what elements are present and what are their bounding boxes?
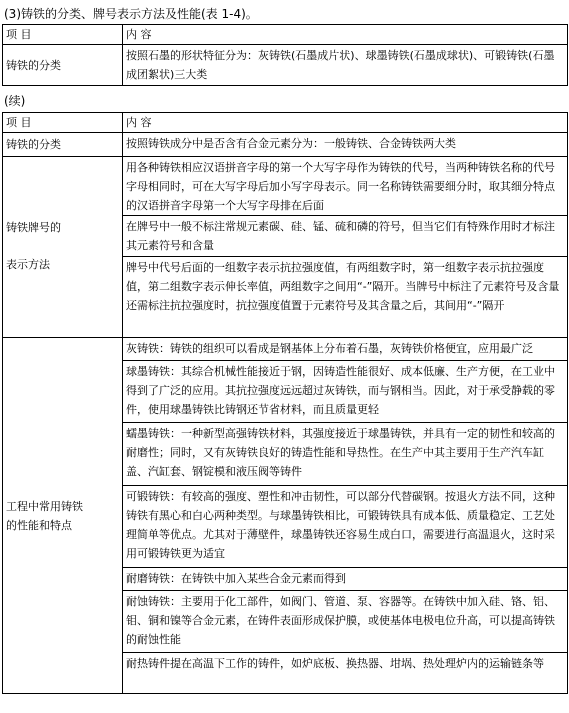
- continued-label: (续): [4, 94, 26, 108]
- row-item-brand: [3, 157, 123, 338]
- brand-part: 牌号中代号后面的一组数字表示抗拉强度值，有两组数字时，第一组数字表示抗拉强度值，第二组数字表示伸长率值，两组数字之间用“-”隔开。当牌号中标注了元素符号及含量还需标注抗拉强度时，抗拉强度值置于元素符号及其含量之后，其间用“-”隔开: [126, 261, 560, 312]
- header-content: 内 容: [123, 113, 568, 133]
- cast-iron-table-part2: [2, 112, 568, 694]
- table-row: [3, 133, 568, 157]
- cast-iron-table-part1: [2, 24, 568, 86]
- row-content-brand: [123, 157, 568, 338]
- row-item-classification: 铸铁的分类: [3, 133, 123, 157]
- performance-part: 耐热铸件提在高温下工作的铸件，如炉底板、换热器、坩埚、热处理炉内的运输链条等: [126, 657, 544, 670]
- table-header-row: [3, 25, 568, 45]
- row-item-performance: [3, 338, 123, 694]
- row-content-classification: 按照铸铁成分中是否含有合金元素分为：一般铸铁、合金铸铁两大类: [123, 133, 568, 157]
- table-row: [3, 157, 568, 338]
- header-content: 内 容: [123, 25, 568, 45]
- table-row: [3, 45, 568, 86]
- performance-part: 可锻铸铁：有较高的强度、塑性和冲击韧性，可以部分代替碳钢。按退火方法不同，这种铸铁有黑心和白心两种类型。与球墨铸铁相比，可锻铸铁具有成本低、质量稳定、工艺处理简单等优点。尤其对于薄壁件，球墨铸铁还容易生成白口，需要进行高温退火，这时采用可锻铸铁更为适宜: [123, 486, 567, 568]
- table-caption: (3)铸铁的分类、牌号表示方法及性能(表 1-4)。: [4, 7, 258, 21]
- performance-part: 灰铸铁：铸铁的组织可以看成是钢基体上分布着石墨，灰铸铁价格便宜，应用最广泛: [123, 338, 567, 361]
- header-item: 项 目: [3, 25, 123, 45]
- performance-part: 耐磨铸铁：在铸铁中加入某些合金元素而得到: [123, 568, 567, 591]
- performance-part: 耐蚀铸铁：主要用于化工部件，如阀门、管道、泵、容器等。在铸铁中加入硅、铬、铝、钼、铜和镍等合金元素，在铸件表面形成保护膜，或使基体电极电位升高，可以提高铸铁的耐蚀性能: [123, 591, 567, 653]
- brand-label-line2: 表示方法: [6, 258, 50, 271]
- brand-label-line1: 铸铁牌号的: [6, 221, 61, 234]
- performance-part: 蠕墨铸铁：一种新型高强铸铁材料，其强度接近于球墨铸铁，并具有一定的韧性和较高的耐磨性；同时，又有灰铸铁良好的铸造性能和导热性。在生产中其主要用于生产汽车缸盖、汽缸套、钢锭模和液压阀等铸件: [123, 423, 567, 486]
- table-row: [3, 338, 568, 694]
- row-item-classification: 铸铁的分类: [3, 45, 123, 86]
- brand-part: 用各种铸铁相应汉语拼音字母的第一个大写字母作为铸铁的代号，当两种铸铁名称的代号字母相同时，可在大写字母后加小写字母表示。同一名称铸铁需要细分时，取其细分特点的汉语拼音字母第一个大写字母排在后面: [123, 157, 567, 216]
- row-content-performance: [123, 338, 568, 694]
- performance-label-line2: 的性能和特点: [6, 518, 72, 532]
- performance-label-line1: 工程中常用铸铁: [6, 499, 83, 513]
- table-header-row: [3, 113, 568, 133]
- performance-part: 球墨铸铁：其综合机械性能接近于钢，因铸造性能很好、成本低廉、生产方便，在工业中得到了广泛的应用。其抗拉强度远远超过灰铸铁，而与钢相当。因此，对于承受静载的零件，使用球墨铸铁比铸钢还节省材料，而且质量更轻: [123, 361, 567, 423]
- brand-part: 在牌号中一般不标注常规元素碳、硅、锰、硫和磷的符号，但当它们有特殊作用时才标注其元素符号和含量: [123, 216, 567, 257]
- header-item: 项 目: [3, 113, 123, 133]
- row-content-classification: 按照石墨的形状特征分为：灰铸铁(石墨成片状)、球墨铸铁(石墨成球状)、可锻铸铁(石墨成团絮状)三大类: [123, 45, 568, 86]
